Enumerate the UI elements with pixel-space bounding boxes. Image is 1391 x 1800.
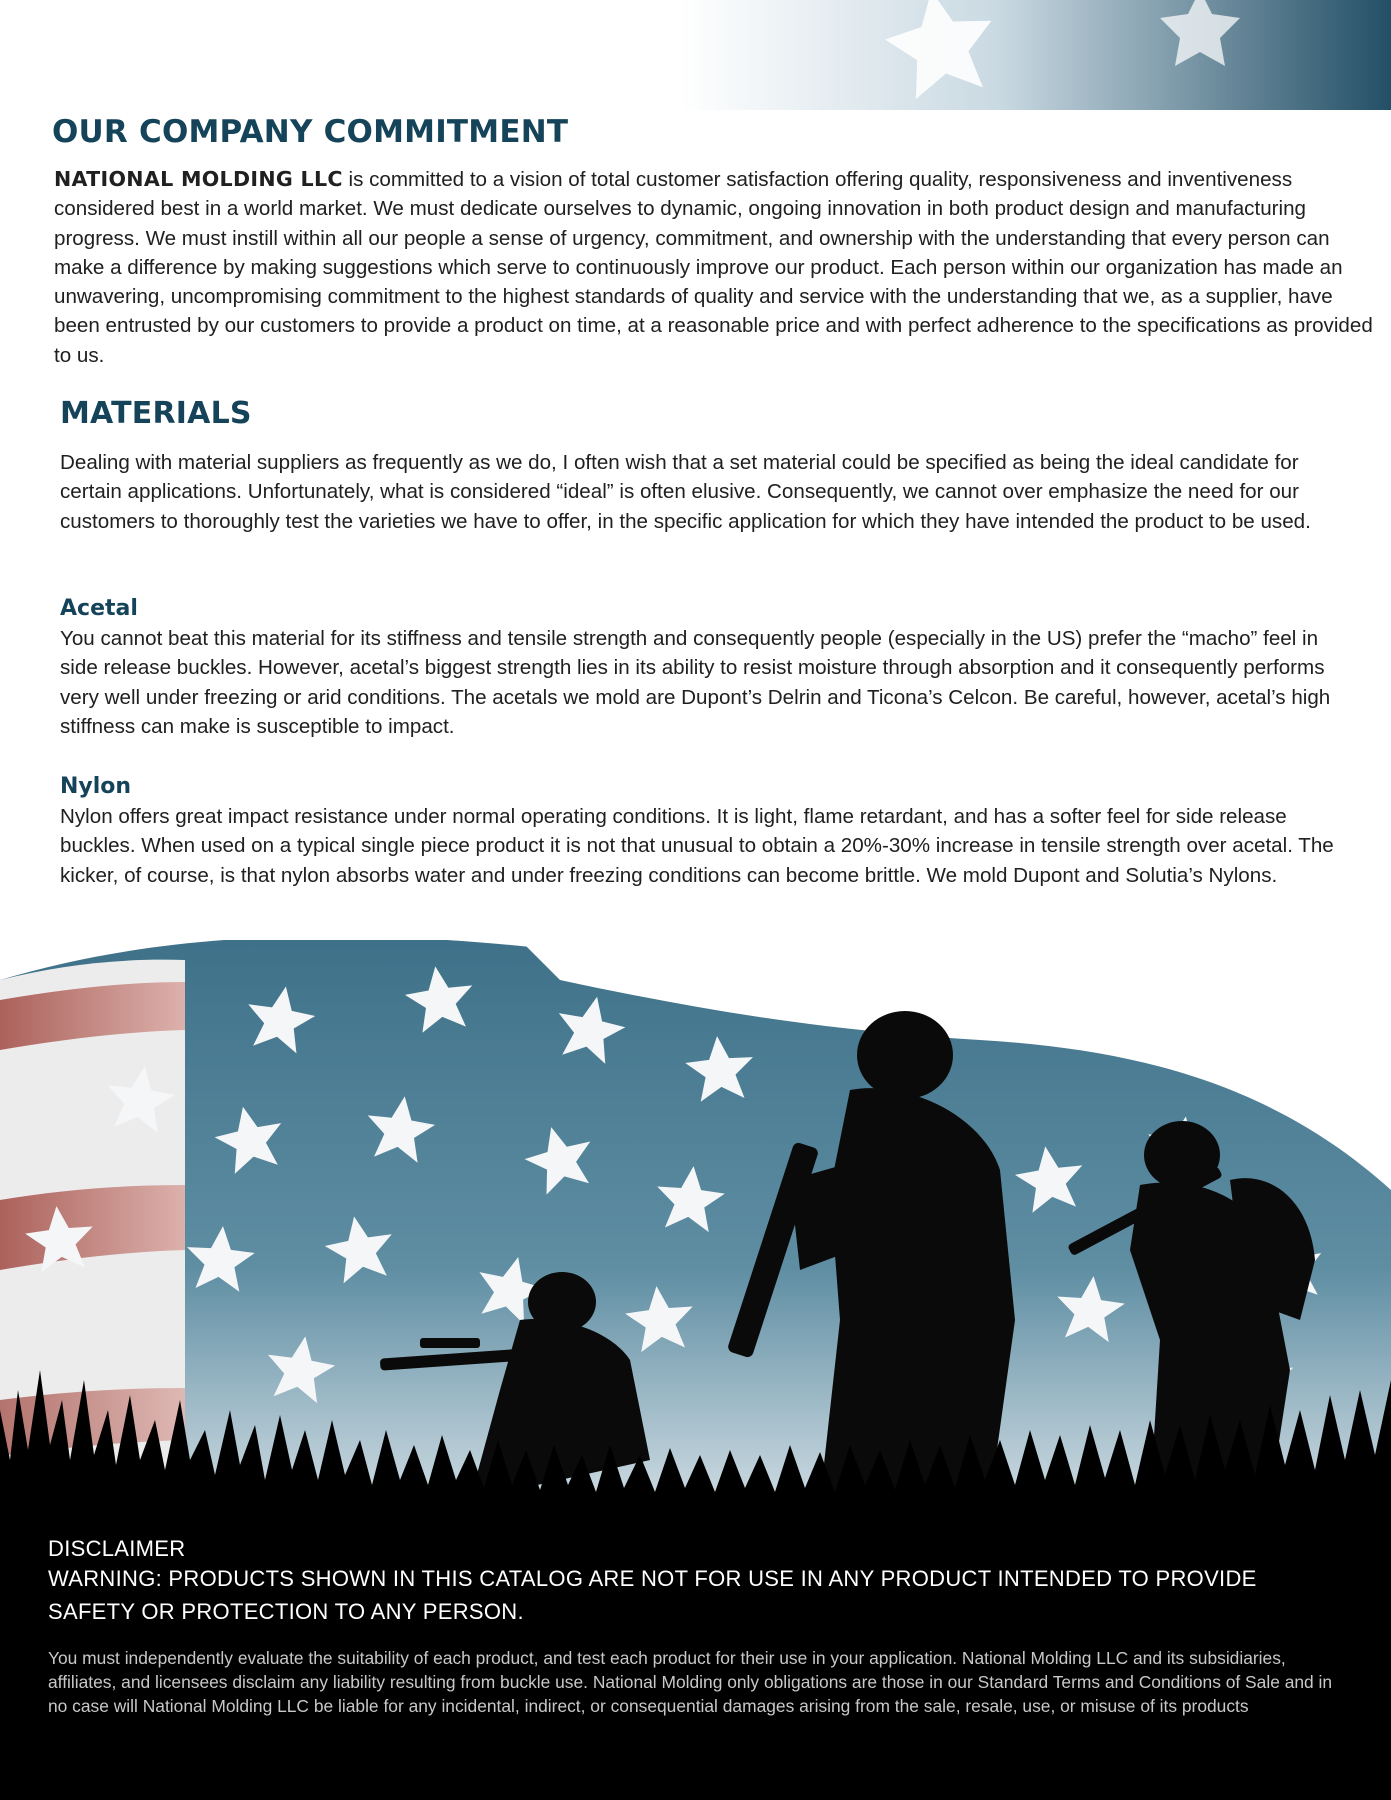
acetal-title: Acetal — [60, 596, 138, 621]
commitment-title: OUR COMPANY COMMITMENT — [52, 114, 569, 150]
commitment-paragraph — [54, 165, 1374, 370]
materials-title: MATERIALS — [60, 396, 252, 431]
disclaimer-warning: WARNING: PRODUCTS SHOWN IN THIS CATALOG ARE NOT FOR USE IN ANY PRODUCT INTENDED TO PROVIDE SAFETY OR PROTECTION TO ANY PERSON. — [48, 1566, 1257, 1624]
acetal-body: You cannot beat this material for its stiffness and tensile strength and consequently people (especially in the US) prefer the “macho” feel in side release buckles. However, acetal’s biggest strength lies in its ability to resist moisture through absorption and it consequently performs very well under freezing or arid conditions. The acetals we mold are Dupont’s Delrin and Ticona’s Celcon. Be careful, however, acetal’s high stiffness can make is susceptible to impact. — [60, 627, 1331, 738]
disclaimer-body: You must independently evaluate the suitability of each product, and test each product for their use in your application. National Molding LLC and its subsidiaries, affiliates, and licensees disclaim any liability resulting from buckle use. National Molding only obligations are those in our Standard Terms and Conditions of Sale and in no case will National Molding LLC be liable for any incidental, indirect, or consequential damages arising from the sale, resale, use, or misuse of its products — [48, 1648, 1333, 1716]
top-flag-banner — [680, 0, 1391, 110]
company-name: NATIONAL MOLDING LLC — [54, 167, 343, 191]
nylon-title: Nylon — [60, 774, 132, 799]
disclaimer-title: DISCLAIMER — [48, 1536, 186, 1561]
nylon-body: Nylon offers great impact resistance under normal operating conditions. It is light, flame retardant, and has a softer feel for side release buckles. When used on a typical single piece product it is not that unusual to obtain a 20%-30% increase in tensile strength over acetal. The kicker, of course, is that nylon absorbs water and under freezing conditions can become brittle. We mold Dupont and Solutia’s Nylons. — [60, 805, 1334, 887]
materials-intro: Dealing with material suppliers as frequently as we do, I often wish that a set material could be specified as being the ideal candidate for certain applications. Unfortunately, what is considered “ideal” is often elusive. Consequently, we cannot over emphasize the need for our customers to thoroughly test the varieties we have to offer, in the specific application for which they have intended the product to be used. — [60, 451, 1311, 533]
flag-soldiers-illustration — [0, 940, 1391, 1540]
commitment-body: is committed to a vision of total customer satisfaction offering quality, responsiveness and inventiveness considered best in a world market. We must dedicate ourselves to dynamic, ongoing innovation in both product design and manufacturing progress. We must instill within all our people a sense of urgency, commitment, and ownership with the understanding that every person can make a difference by making suggestions which serve to continuously improve our product. Each person within our organization has made an unwavering, uncompromising commitment to the highest standards of quality and service with the understanding that we, as a supplier, have been entrusted by our customers to provide a product on time, at a reasonable price and with perfect adherence to the specifications as provided to us. — [54, 168, 1373, 367]
